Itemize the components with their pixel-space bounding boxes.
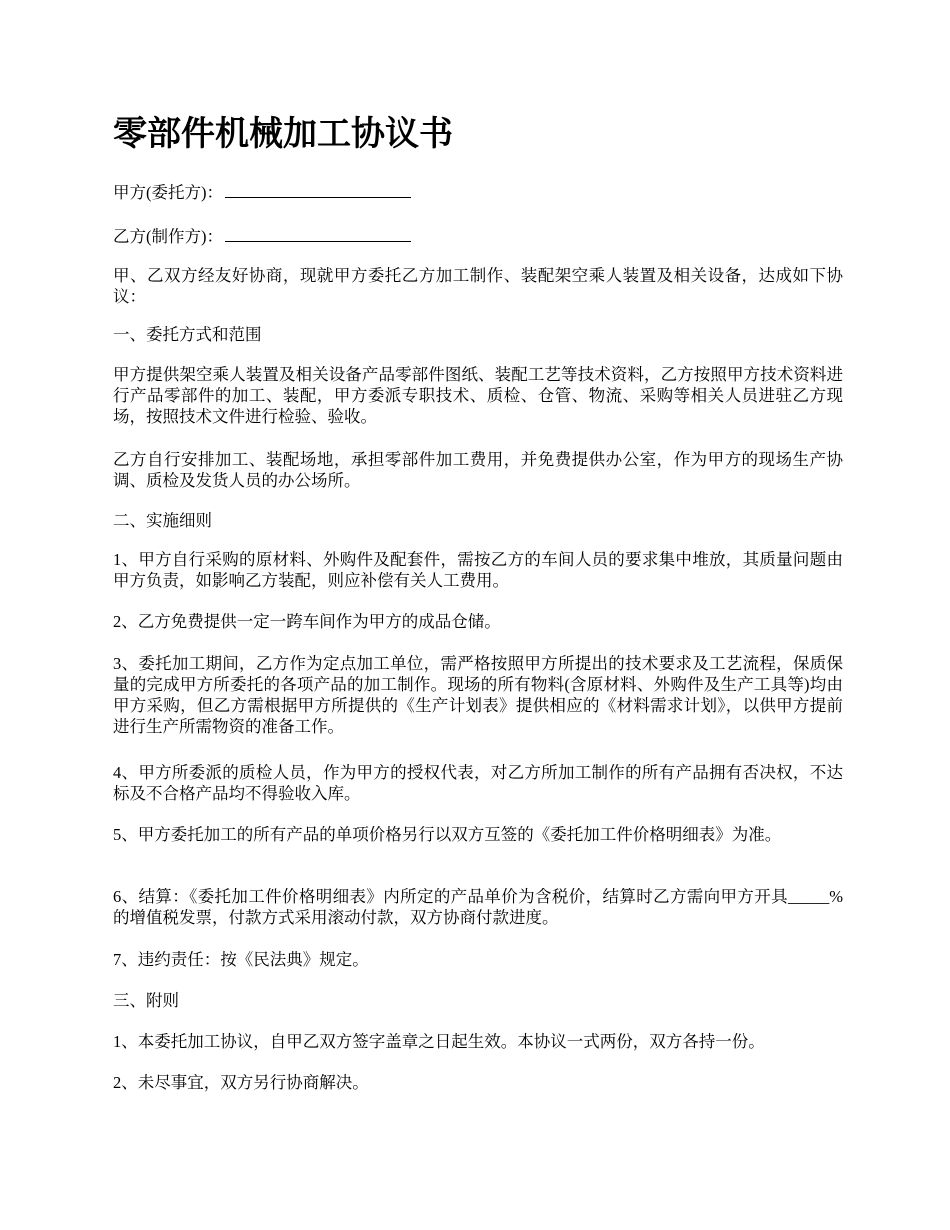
section2-item: 3、委托加工期间，乙方作为定点加工单位，需严格按照甲方所提出的技术要求及工艺流程，保质保量的完成甲方所委托的各项产品的加工制作。现场的所有物料(含原材料、外购件及生产工具等)均由甲方采购，但乙方需根据甲方所提供的《生产计划表》提供相应的《材料需求计划》，以供甲方提前进行生产所需物资的准备工作。 — [113, 654, 843, 736]
section1-heading: 一、委托方式和范围 — [113, 325, 262, 344]
party-b-blank — [225, 227, 411, 242]
section1-paragraph-1: 甲方提供架空乘人装置及相关设备产品零部件图纸、装配工艺等技术资料，乙方按照甲方技术资料进行产品零部件的加工、装配，甲方委派专职技术、质检、仓管、物流、采购等相关人员进驻乙方现场，按照技术文件进行检验、验收。 — [113, 365, 843, 426]
section2-heading: 二、实施细则 — [113, 511, 212, 530]
section2-item: 6、结算：《委托加工件价格明细表》内所定的产品单价为含税价，结算时乙方需向甲方开具_____%的增值税发票，付款方式采用滚动付款，双方协商付款进度。 — [113, 887, 843, 927]
party-a-blank — [225, 183, 411, 198]
party-b-line — [113, 226, 843, 247]
party-b-label: 乙方(制作方)： — [113, 227, 223, 246]
section2-item: 2、乙方免费提供一定一跨车间作为甲方的成品仓储。 — [113, 612, 501, 631]
section3-item: 1、本委托加工协议，自甲乙双方签字盖章之日起生效。本协议一式两份，双方各持一份。 — [113, 1032, 765, 1051]
section2-item: 7、违约责任：按《民法典》规定。 — [113, 950, 369, 969]
intro-paragraph: 甲、乙双方经友好协商，现就甲方委托乙方加工制作、装配架空乘人装置及相关设备，达成如下协议： — [113, 266, 843, 306]
party-a-line — [113, 182, 843, 203]
document-title: 零部件机械加工协议书 — [113, 116, 453, 153]
section3-heading: 三、附则 — [113, 991, 179, 1010]
party-a-label: 甲方(委托方)： — [113, 183, 223, 202]
section2-item: 1、甲方自行采购的原材料、外购件及配套件，需按乙方的车间人员的要求集中堆放，其质量问题由甲方负责，如影响乙方装配，则应补偿有关人工费用。 — [113, 550, 843, 590]
section3-item: 2、未尽事宜，双方另行协商解决。 — [113, 1073, 369, 1092]
section2-item: 5、甲方委托加工的所有产品的单项价格另行以双方互签的《委托加工件价格明细表》为准。 — [113, 825, 782, 844]
section1-paragraph-2: 乙方自行安排加工、装配场地，承担零部件加工费用，并免费提供办公室，作为甲方的现场生产协调、质检及发货人员的办公场所。 — [113, 450, 843, 490]
section2-item: 4、甲方所委派的质检人员，作为甲方的授权代表，对乙方所加工制作的所有产品拥有否决权，不达标及不合格产品均不得验收入库。 — [113, 763, 843, 803]
